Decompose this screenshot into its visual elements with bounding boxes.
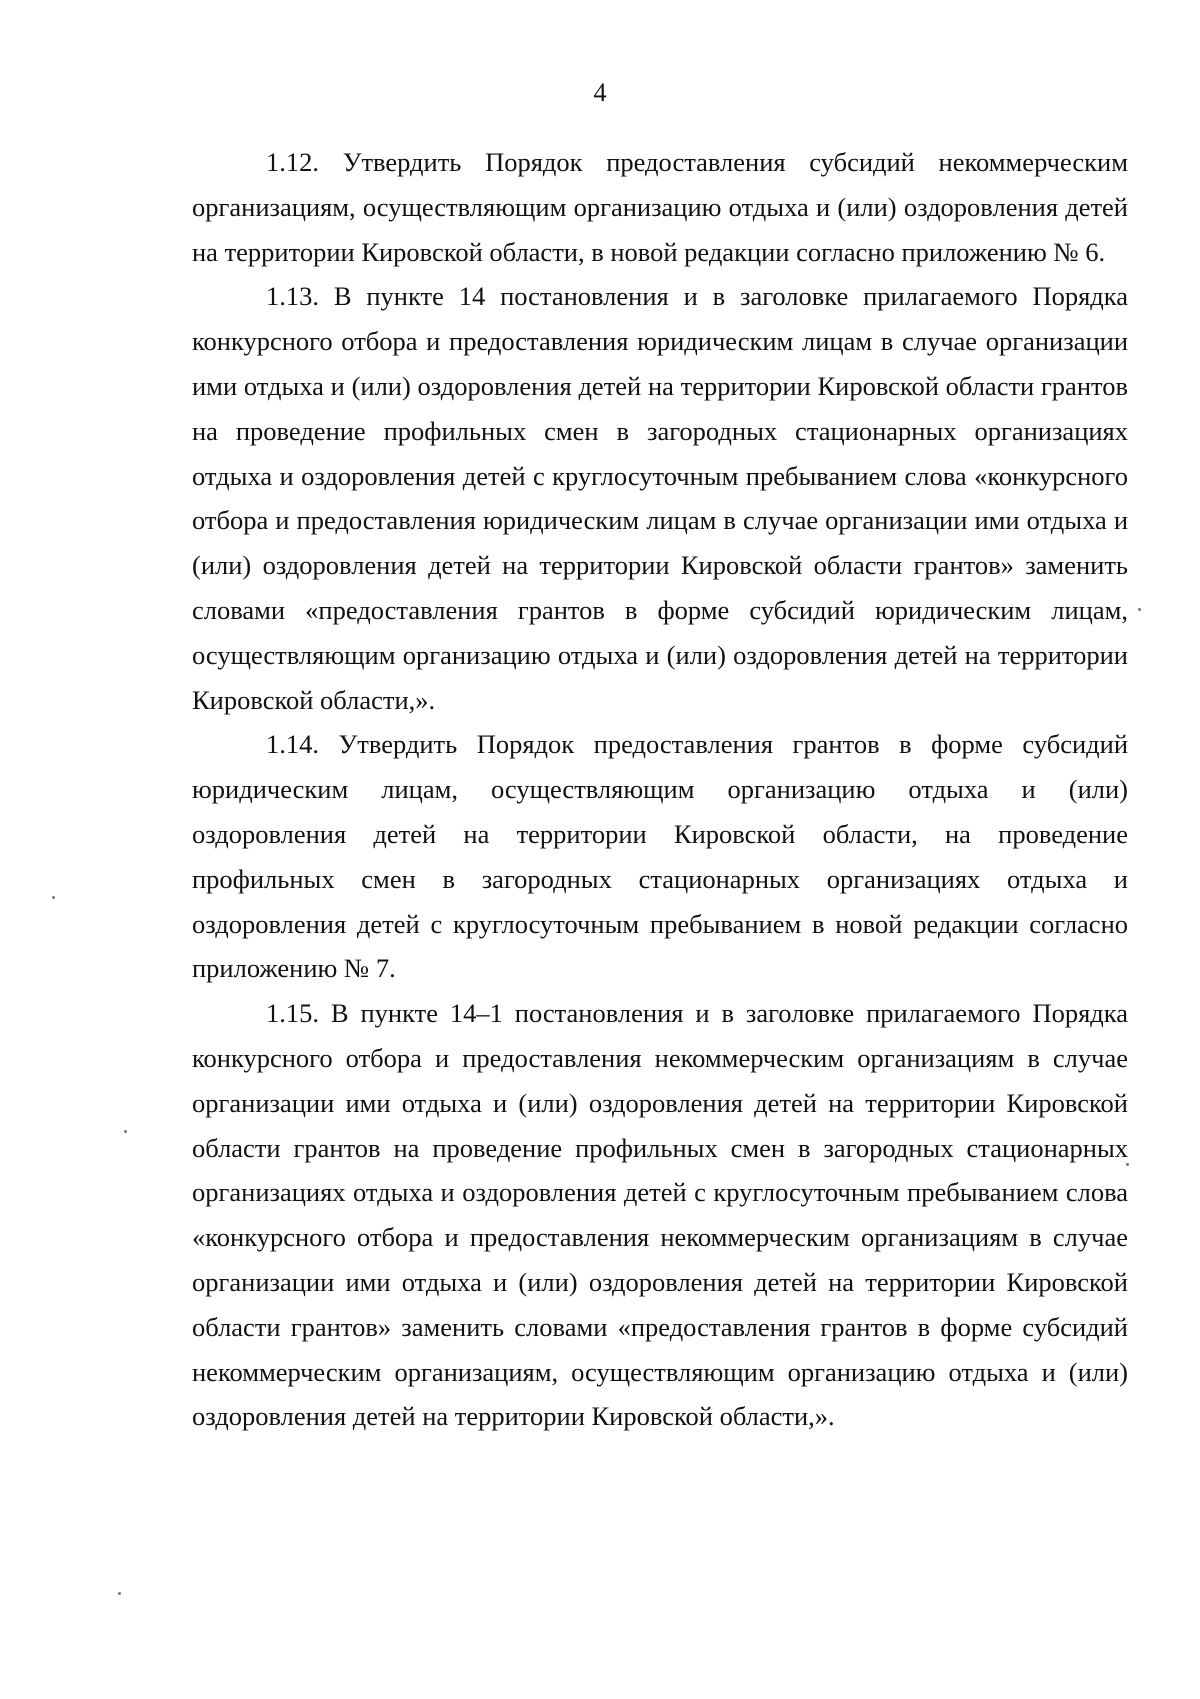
paragraph-1-15: 1.15. В пункте 14–1 постановления и в заголовке прилагаемого Порядка конкурсного отбора и предоставления некоммерческим организациям в случае организации ими отдыха и (или) оздоровления детей на территории Кировской области грантов на проведение профильных смен в загородных стационарных организациях отдыха и оздоровления детей с круглосуточным пребыванием слова «конкурсного отбора и предоставления некоммерческим организациям в случае организации ими отдыха и (или) оздоровления детей на территории Кировской области грантов» заменить словами «предоставления грантов в форме субсидий некоммерческим организациям, осуществляющим организацию отдыха и (или) оздоровления детей на территории Кировской области,». (192, 998, 1128, 1432)
scan-speck (1126, 1163, 1129, 1166)
scan-speck (124, 1130, 127, 1133)
scan-speck (118, 1592, 121, 1595)
paragraph-1-12: 1.12. Утвердить Порядок предоставления субсидий некоммерческим организациям, осуществляющим организацию отдыха и (или) оздоровления детей на территории Кировской области, в новой редакции согласно приложению № 6. (192, 147, 1128, 267)
paragraph-1-13: 1.13. В пункте 14 постановления и в заголовке прилагаемого Порядка конкурсного отбора и предоставления юридическим лицам в случае организации ими отдыха и (или) оздоровления детей на территории Кировской области грантов на проведение профильных смен в загородных стационарных организациях отдыха и оздоровления детей с круглосуточным пребыванием слова «конкурсного отбора и предоставления юридическим лицам в случае организации ими отдыха и (или) оздоровления детей на территории Кировской области грантов» заменить словами «предоставления грантов в форме субсидий юридическим лицам, осуществляющим организацию отдыха и (или) оздоровления детей на территории Кировской области,». (192, 281, 1128, 715)
paragraph-1-14: 1.14. Утвердить Порядок предоставления грантов в форме субсидий юридическим лицам, осуществляющим организацию отдыха и (или) оздоровления детей на территории Кировской области, на проведение профильных смен в загородных стационарных организациях отдыха и оздоровления детей с круглосуточным пребыванием в новой редакции согласно приложению № 7. (192, 729, 1128, 984)
document-body (192, 140, 1128, 1439)
page-number: 4 (593, 78, 607, 107)
scan-speck (1138, 608, 1141, 611)
scan-speck (52, 896, 55, 899)
